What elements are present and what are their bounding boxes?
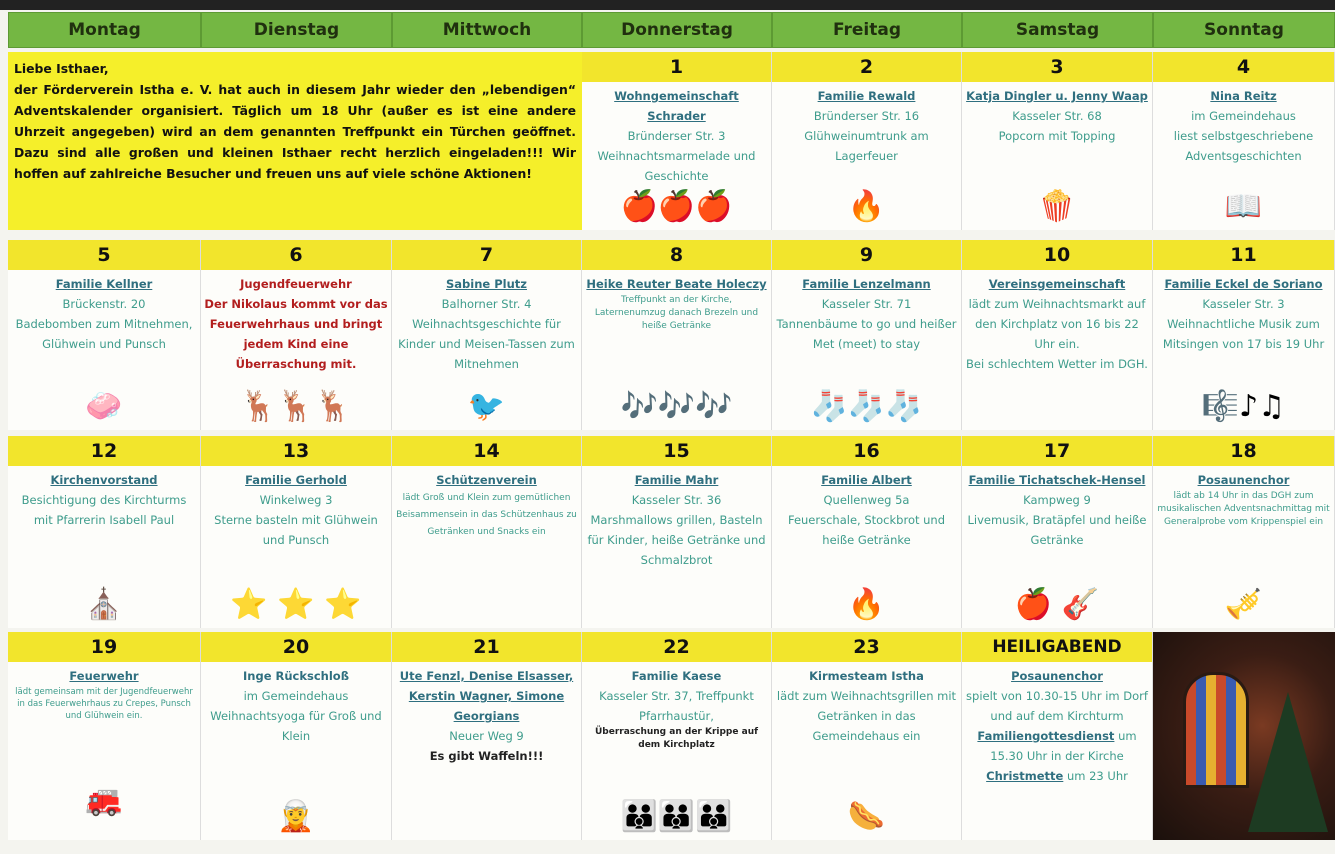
day-cell-9[interactable]	[772, 240, 962, 430]
day-address: Balhorner Str. 4	[441, 297, 532, 311]
guitar-icon: 🍎 🎸	[1014, 587, 1100, 622]
day-activity: Weihnachtsyoga für Groß und Klein	[210, 709, 382, 743]
stained-glass-window	[1183, 672, 1249, 788]
nativity-icon: 👪👪👪	[620, 799, 733, 834]
day-number: 19	[8, 632, 200, 662]
day-host: Familie Albert	[821, 473, 912, 487]
day-note: Bei schlechtem Wetter im DGH.	[966, 357, 1148, 371]
service-time: um 15.30 Uhr in der Kirche	[990, 729, 1137, 763]
service-title: Familiengottesdienst	[977, 729, 1115, 743]
day-host: Ute Fenzl, Denise Elsasser, Kerstin Wagner, Simone Georgians	[399, 669, 574, 723]
day-host: Familie Mahr	[634, 473, 719, 487]
day-host: Familie Gerhold	[245, 473, 347, 487]
weekday-header-montag: Montag	[8, 12, 201, 48]
day-number: 16	[772, 436, 961, 466]
day-number: 11	[1153, 240, 1334, 270]
sausage-icon: 🌭	[847, 799, 886, 834]
weekday-header-samstag: Samstag	[962, 12, 1153, 48]
intro-greeting: Liebe Isthaer,	[14, 61, 109, 76]
day-cell-15[interactable]	[582, 436, 772, 628]
weekday-header-donnerstag: Donnerstag	[582, 12, 772, 48]
reindeer-sleigh-icon: 🦌🦌🦌	[239, 389, 353, 424]
weekday-header-dienstag: Dienstag	[201, 12, 392, 48]
day-number: 1	[582, 52, 771, 82]
day-host: Inge Rückschloß	[243, 669, 349, 683]
day-activity: lädt ab 14 Uhr in das DGH zum musikalischen Adventsnachmittag mit Generalprobe vom Krippenspiel ein	[1157, 491, 1330, 527]
day-number: HEILIGABEND	[962, 632, 1152, 662]
day-host: Familie Lenzelmann	[802, 277, 931, 291]
day-cell-6[interactable]	[201, 240, 392, 430]
church-window-photo	[1153, 632, 1335, 840]
day-number: 9	[772, 240, 961, 270]
day-cell-16[interactable]	[772, 436, 962, 628]
day-cell-17[interactable]	[962, 436, 1153, 628]
day-activity: Überraschung an der Krippe auf dem Kirchplatz	[594, 727, 759, 750]
day-number: 3	[962, 52, 1152, 82]
day-activity: Der Nikolaus kommt vor das Feuerwehrhaus und bringt jedem Kind eine Überraschung mit.	[204, 297, 388, 371]
day-host: Nina Reitz	[1210, 89, 1277, 103]
apple-icon: 🍎🍎🍎	[620, 189, 733, 224]
day-cell-13[interactable]	[201, 436, 392, 628]
day-address: Bründerser Str. 16	[813, 109, 920, 123]
day-activity: lädt Groß und Klein zum gemütlichen Beisammensein in das Schützenhaus zu Getränken und Snacks ein	[396, 493, 577, 537]
music-notes-icon: 🎼♪♫	[1201, 389, 1286, 424]
day-address: Bründerser Str. 3	[627, 129, 726, 143]
day-cell-24[interactable]	[962, 632, 1153, 840]
day-cell-20[interactable]	[201, 632, 392, 840]
stocking-icon: 🧦🧦🧦	[810, 389, 923, 424]
day-number: 22	[582, 632, 771, 662]
day-cell-10[interactable]	[962, 240, 1153, 430]
day-host: Vereinsgemeinschaft	[988, 277, 1126, 291]
day-number: 2	[772, 52, 961, 82]
day-address: Brückenstr. 20	[62, 297, 146, 311]
mass-time: um 23 Uhr	[1066, 769, 1128, 783]
popcorn-icon: 🍿	[1038, 189, 1076, 224]
day-cell-12[interactable]	[8, 436, 201, 628]
day-address: Kasseler Str. 68	[1012, 109, 1102, 123]
day-address: Kampweg 9	[1023, 493, 1091, 507]
day-address: Quellenweg 5a	[823, 493, 910, 507]
day-cell-1[interactable]	[582, 52, 772, 230]
day-address: Kasseler Str. 36	[631, 493, 722, 507]
day-host: Familie Eckel de Soriano	[1164, 277, 1323, 291]
day-activity: Glühweinumtrunk am Lagerfeuer	[804, 129, 929, 163]
trombone-icon: 🎺	[1224, 587, 1263, 622]
day-activity: Popcorn mit Topping	[998, 129, 1116, 143]
day-host: Posaunenchor	[1011, 669, 1103, 683]
top-border	[0, 0, 1335, 10]
weekday-header-freitag: Freitag	[772, 12, 962, 48]
day-host: Schützenverein	[436, 473, 537, 487]
day-activity: Besichtigung des Kirchturms mit Pfarrerin Isabell Paul	[21, 493, 187, 527]
day-address: Winkelweg 3	[259, 493, 333, 507]
day-cell-7[interactable]	[392, 240, 582, 430]
day-activity: Weihnachtliche Musik zum Mitsingen von 17 bis 19 Uhr	[1162, 317, 1325, 351]
day-activity: lädt gemeinsam mit der Jugendfeuerwehr in das Feuerwehrhaus zu Crepes, Punsch und Glühwein ein.	[15, 687, 193, 721]
day-host: Familie Kaese	[631, 669, 722, 683]
day-address: im Gemeindehaus	[1191, 109, 1296, 123]
day-cell-5[interactable]	[8, 240, 201, 430]
day-cell-18[interactable]	[1153, 436, 1335, 628]
day-host: Familie Kellner	[55, 277, 153, 291]
mass-title: Christmette	[986, 769, 1064, 783]
day-host: Kirchenvorstand	[50, 473, 158, 487]
weekday-header-mittwoch: Mittwoch	[392, 12, 582, 48]
day-activity: spielt von 10.30-15 Uhr im Dorf und auf dem Kirchturm	[966, 689, 1148, 723]
day-host: Feuerwehr	[69, 669, 139, 683]
day-cell-23[interactable]	[772, 632, 962, 840]
day-cell-8[interactable]	[582, 240, 772, 430]
day-activity: lädt zum Weihnachtsgrillen mit Getränken in das Gemeindehaus ein	[776, 689, 957, 743]
day-host: Katja Dingler u. Jenny Waap	[966, 89, 1148, 103]
day-cell-2[interactable]	[772, 52, 962, 230]
day-activity: lädt zum Weihnachtsmarkt auf den Kirchplatz von 16 bis 22 Uhr ein.	[968, 297, 1146, 351]
day-host: Wohngemeinschaft Schrader	[614, 89, 739, 123]
day-host: Familie Tichatschek-Hensel	[968, 473, 1146, 487]
day-cell-21[interactable]	[392, 632, 582, 840]
day-cell-11[interactable]	[1153, 240, 1335, 430]
day-number: 10	[962, 240, 1152, 270]
day-cell-19[interactable]	[8, 632, 201, 840]
star-icon: ⭐ ⭐ ⭐	[230, 587, 362, 622]
day-activity: Badebomben zum Mitnehmen, Glühwein und Punsch	[15, 317, 193, 351]
christmas-tree-shape	[1248, 692, 1328, 832]
day-address: im Gemeindehaus	[243, 689, 349, 703]
day-address: Kasseler Str. 37, Treffpunkt Pfarrhaustür,	[599, 689, 754, 723]
intro-text-box	[8, 52, 582, 230]
day-activity: Es gibt Waffeln!!!	[429, 749, 544, 763]
day-host: Posaunenchor	[1197, 473, 1290, 487]
day-address: Kasseler Str. 71	[821, 297, 912, 311]
day-activity: Sterne basteln mit Glühwein und Punsch	[214, 513, 378, 547]
day-number: 4	[1153, 52, 1334, 82]
day-number: 15	[582, 436, 771, 466]
day-host: Familie Rewald	[817, 89, 916, 103]
campfire-icon: 🔥	[847, 189, 886, 224]
day-cell-14[interactable]	[392, 436, 582, 628]
day-number: 21	[392, 632, 581, 662]
day-host: Kirmesteam Istha	[809, 669, 924, 683]
day-number: 18	[1153, 436, 1334, 466]
day-number: 13	[201, 436, 391, 466]
day-activity: Weihnachtsmarmelade und Geschichte	[597, 149, 756, 183]
day-host: Jugendfeuerwehr	[240, 277, 352, 291]
day-activity: Marshmallows grillen, Basteln für Kinder, heiße Getränke und Schmalzbrot	[587, 513, 766, 567]
day-activity: Tannenbäume to go und heißer Met (meet) to stay	[776, 317, 957, 351]
day-activity: Feuerschale, Stockbrot und heiße Getränke	[787, 513, 946, 547]
day-number: 12	[8, 436, 200, 466]
day-address: Kasseler Str. 3	[1202, 297, 1285, 311]
campfire-icon: 🔥	[847, 587, 886, 622]
day-number: 6	[201, 240, 391, 270]
fire-truck-icon: 🚒	[85, 783, 123, 818]
day-cell-3[interactable]	[962, 52, 1153, 230]
day-cell-22[interactable]	[582, 632, 772, 840]
day-activity: liest selbstgeschriebene Adventsgeschichten	[1173, 129, 1314, 163]
day-number: 8	[582, 240, 771, 270]
day-host: Heike Reuter Beate Holeczy	[586, 277, 767, 291]
day-activity: Weihnachtsgeschichte für Kinder und Meisen-Tassen zum Mitnehmen	[398, 317, 575, 371]
day-number: 20	[201, 632, 391, 662]
day-number: 23	[772, 632, 961, 662]
day-address: Neuer Weg 9	[449, 729, 524, 743]
day-number: 7	[392, 240, 581, 270]
day-number: 14	[392, 436, 581, 466]
day-number: 5	[8, 240, 200, 270]
day-activity: Treffpunkt an der Kirche, Laternenumzug danach Brezeln und heiße Getränke	[594, 295, 759, 331]
day-activity: Livemusik, Bratäpfel und heiße Getränke	[967, 513, 1147, 547]
day-number: 17	[962, 436, 1152, 466]
day-cell-4[interactable]	[1153, 52, 1335, 230]
book-icon: 📖	[1224, 189, 1263, 224]
elf-icon: 🧝	[277, 799, 315, 834]
soap-icon: 🧼	[85, 389, 123, 424]
intro-body: der Förderverein Istha e. V. hat auch in diesem Jahr wieder den „lebendigen“ Adventskalender organisiert. Täglich um 18 Uhr (außer es ist eine andere Uhrzeit angegeben) wird an dem genannten Treffpunkt ein Türchen geöffnet. Dazu sind alle großen und kleinen Isthaer recht herzlich eingeladen!!! Wir hoffen auf zahlreiche Besucher und freuen uns auf viele schöne Aktionen!	[14, 82, 576, 181]
bird-icon: 🐦	[467, 389, 506, 424]
church-icon: ⛪	[85, 587, 123, 622]
day-host: Sabine Plutz	[446, 277, 527, 291]
weekday-header-sonntag: Sonntag	[1153, 12, 1335, 48]
music-notes-icon: 🎶🎶🎶	[620, 389, 733, 424]
